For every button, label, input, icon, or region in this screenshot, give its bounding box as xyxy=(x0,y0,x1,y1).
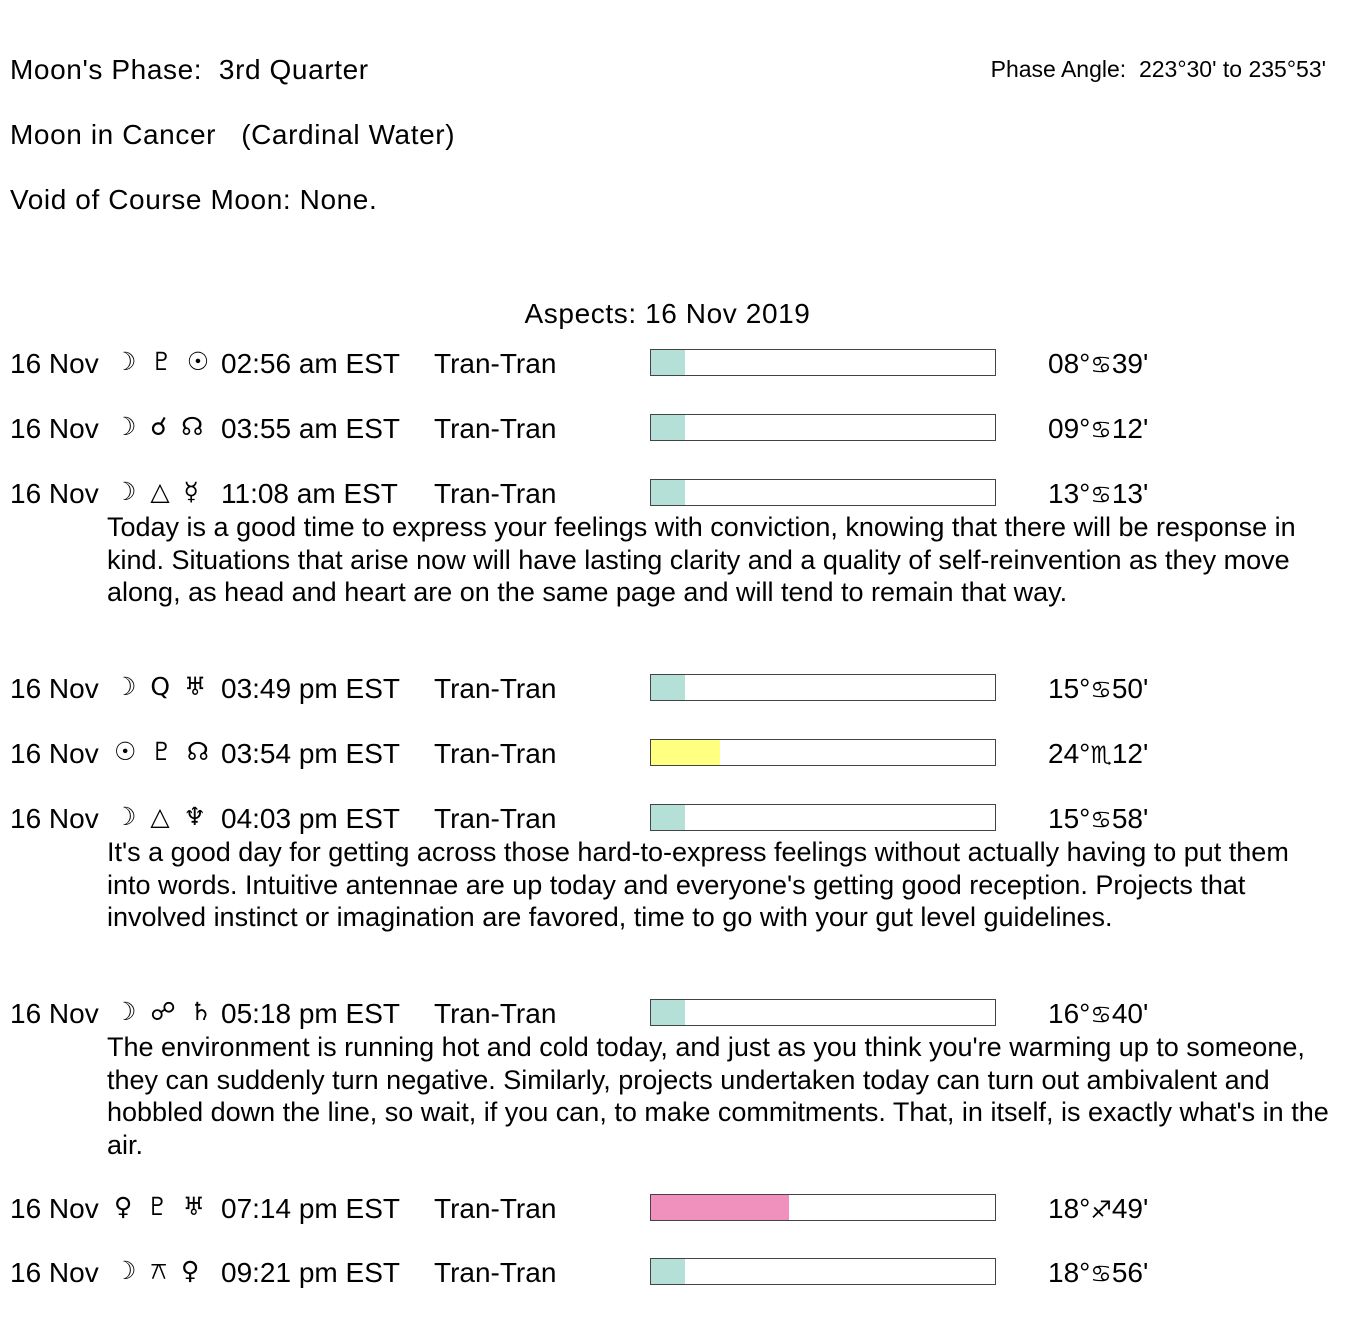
aspect-type: Tran-Tran xyxy=(434,998,557,1029)
strength-bar-fill xyxy=(651,1000,685,1025)
aspect-date: 16 Nov xyxy=(10,348,99,379)
position-minutes: 58' xyxy=(1111,803,1149,834)
aspect-type: Tran-Tran xyxy=(434,348,557,379)
phase-angle: Phase Angle: 223°30' to 235°53' xyxy=(990,56,1326,82)
aspect-glyphs: ☽ ☍ ♄ xyxy=(114,997,216,1026)
position-minutes: 13' xyxy=(1111,478,1149,509)
position-degree: 16° xyxy=(1048,998,1091,1029)
aspect-date: 16 Nov xyxy=(10,413,99,444)
aspect-row xyxy=(0,413,1367,453)
aspect-date: 16 Nov xyxy=(10,673,99,704)
aspect-date: 16 Nov xyxy=(10,1257,99,1288)
zodiac-sign-icon: ♋ xyxy=(1090,676,1112,704)
position-degree: 18° xyxy=(1048,1193,1091,1224)
position-minutes: 50' xyxy=(1111,673,1149,704)
aspect-position xyxy=(1048,413,1148,445)
zodiac-sign-icon: ♐ xyxy=(1090,1196,1112,1224)
aspect-glyphs: ☽ Q ♅ xyxy=(114,672,210,701)
aspect-glyphs: ☽ △ ♆ xyxy=(114,802,209,831)
aspect-position xyxy=(1048,348,1148,380)
aspect-glyphs: ☽ ⚻ ♀ xyxy=(114,1256,203,1285)
moon-sign: Moon in Cancer (Cardinal Water) xyxy=(10,119,456,150)
position-degree: 08° xyxy=(1048,348,1091,379)
aspect-time: 04:03 pm EST xyxy=(221,803,400,834)
position-minutes: 39' xyxy=(1111,348,1149,379)
strength-bar-fill xyxy=(651,480,685,505)
strength-bar xyxy=(650,479,996,506)
aspect-glyphs: ☽ ♇ ☉ xyxy=(114,347,213,376)
zodiac-sign-icon: ♋ xyxy=(1090,1001,1112,1029)
strength-bar-fill xyxy=(651,1195,789,1220)
aspect-position xyxy=(1048,1193,1148,1225)
position-degree: 24° xyxy=(1048,738,1091,769)
position-minutes: 12' xyxy=(1111,413,1149,444)
aspect-glyphs: ☉ ♇ ☊ xyxy=(114,737,212,766)
strength-bar-fill xyxy=(651,805,685,830)
aspect-description: The environment is running hot and cold today, and just as you think you're warming up to someone, they can suddenly turn negative. Similarly, projects undertaken today can turn out ambivalent and hobbled down the line, so wait, if you can, to make commitments. That, in itself, is exactly what's in the air. xyxy=(107,1032,1329,1160)
strength-bar-fill xyxy=(651,1259,685,1284)
aspect-date: 16 Nov xyxy=(10,1193,99,1224)
strength-bar-fill xyxy=(651,740,720,765)
aspect-glyphs: ☽ △ ☿ xyxy=(114,477,202,506)
aspect-type: Tran-Tran xyxy=(434,738,557,769)
strength-bar xyxy=(650,414,996,441)
aspect-time: 07:14 pm EST xyxy=(221,1193,400,1224)
aspect-type: Tran-Tran xyxy=(434,673,557,704)
aspect-row xyxy=(0,1257,1367,1297)
aspect-time: 09:21 pm EST xyxy=(221,1257,400,1288)
aspect-time: 02:56 am EST xyxy=(221,348,400,379)
strength-bar xyxy=(650,999,996,1026)
aspect-date: 16 Nov xyxy=(10,738,99,769)
aspect-date: 16 Nov xyxy=(10,803,99,834)
aspect-glyphs: ♀ ♇ ♅ xyxy=(114,1192,209,1221)
strength-bar-fill xyxy=(651,415,685,440)
aspect-time: 03:49 pm EST xyxy=(221,673,400,704)
zodiac-sign-icon: ♏ xyxy=(1090,741,1112,769)
aspect-type: Tran-Tran xyxy=(434,413,557,444)
position-degree: 09° xyxy=(1048,413,1091,444)
zodiac-sign-icon: ♋ xyxy=(1090,416,1112,444)
strength-bar xyxy=(650,739,996,766)
position-minutes: 40' xyxy=(1111,998,1149,1029)
aspect-date: 16 Nov xyxy=(10,478,99,509)
aspect-row xyxy=(0,348,1367,388)
strength-bar xyxy=(650,1258,996,1285)
aspect-position xyxy=(1048,1257,1148,1289)
aspect-time: 03:55 am EST xyxy=(221,413,400,444)
aspect-time: 11:08 am EST xyxy=(221,478,398,509)
aspect-date: 16 Nov xyxy=(10,998,99,1029)
position-minutes: 56' xyxy=(1111,1257,1149,1288)
aspect-position xyxy=(1048,673,1148,705)
zodiac-sign-icon: ♋ xyxy=(1090,481,1112,509)
aspect-position xyxy=(1048,998,1148,1030)
strength-bar-fill xyxy=(651,350,685,375)
aspect-row xyxy=(0,738,1367,778)
aspect-position xyxy=(1048,478,1148,510)
aspect-type: Tran-Tran xyxy=(434,803,557,834)
aspect-glyphs: ☽ ☌ ☊ xyxy=(114,412,207,441)
position-degree: 15° xyxy=(1048,803,1091,834)
strength-bar xyxy=(650,349,996,376)
moon-phase: Moon's Phase: 3rd Quarter xyxy=(10,54,369,85)
void-of-course: Void of Course Moon: None. xyxy=(10,184,378,215)
aspect-type: Tran-Tran xyxy=(434,1193,557,1224)
aspect-position xyxy=(1048,803,1148,835)
aspect-time: 05:18 pm EST xyxy=(221,998,400,1029)
strength-bar xyxy=(650,1194,996,1221)
position-degree: 13° xyxy=(1048,478,1091,509)
aspect-type: Tran-Tran xyxy=(434,1257,557,1288)
aspect-position xyxy=(1048,738,1148,770)
aspects-title: Aspects: 16 Nov 2019 xyxy=(524,298,811,329)
aspect-time: 03:54 pm EST xyxy=(221,738,400,769)
aspect-type: Tran-Tran xyxy=(434,478,557,509)
position-minutes: 49' xyxy=(1111,1193,1149,1224)
zodiac-sign-icon: ♋ xyxy=(1090,806,1112,834)
position-degree: 15° xyxy=(1048,673,1091,704)
aspect-row xyxy=(0,1193,1367,1233)
strength-bar xyxy=(650,674,996,701)
position-minutes: 12' xyxy=(1111,738,1149,769)
aspect-description: Today is a good time to express your feelings with conviction, knowing that there will be response in kind. Situations that arise now will have lasting clarity and a quality of self-reinvention as they move along, as head and heart are on the same page and will tend to remain that way. xyxy=(107,512,1296,607)
aspect-row xyxy=(0,673,1367,713)
aspect-description: It's a good day for getting across those hard-to-express feelings without actually having to put them into words. Intuitive antennae are up today and everyone's getting good reception. Projects that involved instinct or imagination are favored, time to go with your gut level guidelines. xyxy=(107,837,1289,932)
zodiac-sign-icon: ♋ xyxy=(1090,351,1112,379)
strength-bar xyxy=(650,804,996,831)
zodiac-sign-icon: ♋ xyxy=(1090,1260,1112,1288)
position-degree: 18° xyxy=(1048,1257,1091,1288)
strength-bar-fill xyxy=(651,675,685,700)
